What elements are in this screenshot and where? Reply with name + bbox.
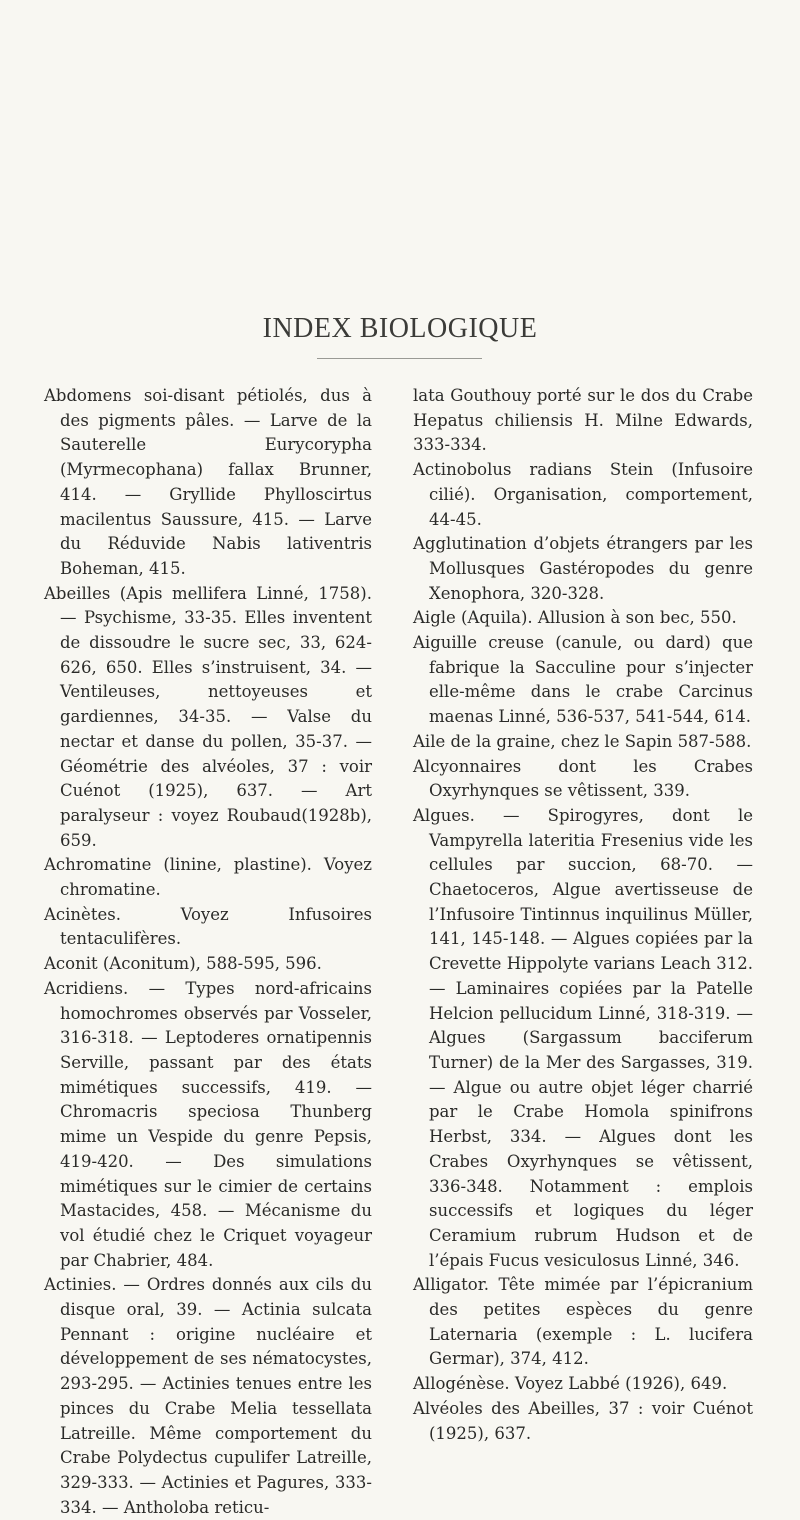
title-divider — [317, 358, 482, 359]
left-column — [44, 384, 372, 1520]
index-entry-acinetes: Acinètes. Voyez Infusoires tentaculifères. — [44, 904, 372, 949]
index-entry-actinies: Actinies. — Ordres donnés aux cils du disque oral, 39. — Actinia sulcata Pennant : origine nucléaire et développement de ses nématocystes, 293-295. — Actinies tenues entre les pinces du Crabe Melia tessellata Latreille. Même comportement du Crabe Polydectus cupulifer Latreille, 329-333. — Actinies et Pagures, 333-334. — Antholoba reticu- — [44, 1275, 372, 1517]
index-entry-aconit: Aconit (Aconitum), 588-595, 596. — [44, 954, 322, 974]
index-entry-aigle: Aigle (Aquila). Allusion à son bec, 550. — [413, 608, 737, 628]
right-column — [413, 384, 753, 1446]
index-entry-abeilles: Abeilles (Apis mellifera Linné, 1758). — Psychisme, 33-35. Elles inventent de dissoudre le sucre sec, 33, 624-626, 650. Elles s’instruisent, 34. — Ventileuses, nettoyeuses et gardiennes, 34-35. — Valse du nectar et danse du pollen, 35-37. — Géométrie des alvéoles, 37 : voir Cuénot (1925), 637. — Art paralyseur : voyez Roubaud(1928b), 659. — [44, 583, 372, 850]
index-entry-aiguille: Aiguille creuse (canule, ou dard) que fabrique la Sacculine pour s’injecter elle-même dans le crabe Carcinus maenas Linné, 536-537, 541-544, 614. — [413, 633, 753, 727]
index-entry-allogenese: Allogénèse. Voyez Labbé (1926), 649. — [413, 1374, 728, 1394]
index-entry-abdomens: Abdomens soi-disant pétiolés, dus à des pigments pâles. — Larve de la Sauterelle Eurycorypha (Myrmecophana) fallax Brunner, 414. — Gryllide Phylloscirtus macilentus Saussure, 415. — Larve du Réduvide Nabis lativentris Boheman, 415. — [44, 386, 372, 578]
index-entry-alcyonnaires: Alcyonnaires dont les Crabes Oxyrhynques se vêtissent, 339. — [413, 756, 753, 801]
index-entry-continuation: lata Gouthouy porté sur le dos du Crabe Hepatus chiliensis H. Milne Edwards, 333-334. — [413, 386, 753, 455]
index-entry-aile: Aile de la graine, chez le Sapin 587-588. — [413, 731, 752, 751]
index-entry-acridiens: Acridiens. — Types nord-africains homochromes observés par Vosseler, 316-318. — Leptoderes ornatipennis Serville, passant par des états mimétiques successifs, 419. — Chromacris speciosa Thunberg mime un Vespide du genre Pepsis, 419-420. — Des simulations mimétiques sur le cimier de certains Mastacides, 458. — Mécanisme du vol étudié chez le Criquet voyageur par Chabrier, 484. — [44, 978, 372, 1270]
index-entry-achromatine: Achromatine (linine, plastine). Voyez chromatine. — [44, 855, 372, 900]
index-entry-alveoles: Alvéoles des Abeilles, 37 : voir Cuénot (1925), 637. — [413, 1398, 753, 1443]
index-entry-agglutination: Agglutination d’objets étrangers par les Mollusques Gastéropodes du genre Xenophora, 320-328. — [413, 534, 753, 603]
index-entry-actinobolus: Actinobolus radians Stein (Infusoire cilié). Organisation, comportement, 44-45. — [413, 460, 753, 529]
index-entry-algues: Algues. — Spirogyres, dont le Vampyrella lateritia Fresenius vide les cellules par succion, 68-70. — Chaetoceros, Algue avertisseuse de l’Infusoire Tintinnus inquilinus Müller, 141, 145-148. — Algues copiées par la Crevette Hippolyte varians Leach 312. — Laminaires copiées par la Patelle Helcion pellucidum Linné, 318-319. — Algues (Sargassum bacciferum Turner) de la Mer des Sargasses, 319. — Algue ou autre objet léger charrié par le Crabe Homola spinifrons Herbst, 334. — Algues dont les Crabes Oxyrhynques se vêtissent, 336-348. Notamment : emplois successifs et logiques du léger Ceramium rubrum Hudson et de l’épais Fucus vesiculosus Linné, 346. — [413, 805, 753, 1270]
index-entry-alligator: Alligator. Tête mimée par l’épicranium des petites espèces du genre Laternaria (exemple : L. lucifera Germar), 374, 412. — [413, 1275, 753, 1369]
page-title: INDEX BIOLOGIQUE — [262, 313, 538, 344]
